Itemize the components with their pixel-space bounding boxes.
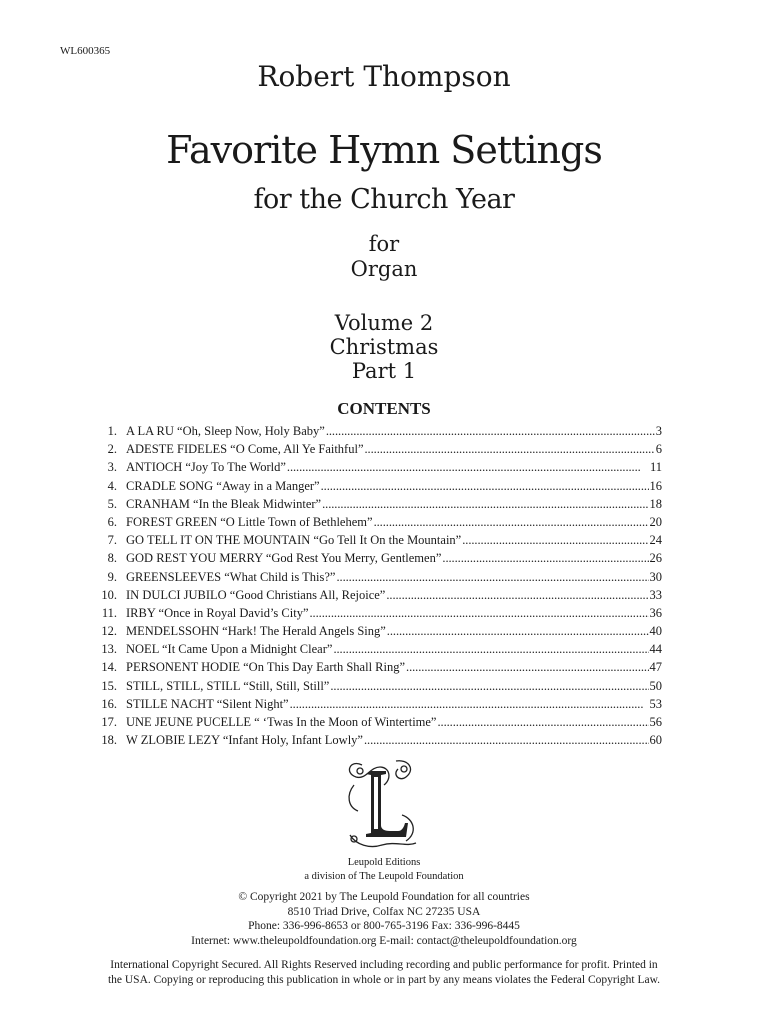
contents-entry-title: PERSONENT HODIE “On This Day Earth Shall Ring” [126,660,406,675]
contents-entry [96,660,662,678]
contents-entry-page: 33 [649,587,662,602]
contents-entry-title: IN DULCI JUBILO “Good Christians All, Rejoice” [126,587,386,602]
composer-name: Robert Thompson [257,60,511,93]
contents-entry-leader [374,515,649,530]
contents-entry [96,497,662,515]
contents-entry-number: 7. [107,533,117,548]
contents-entry-page: 30 [649,569,662,584]
contents-entry-page: 47 [649,660,662,675]
contents-entry [96,606,662,624]
publisher-internet: Internet: www.theleupoldfoundation.org E-mail: contact@theleupoldfoundation.org [191,934,577,947]
publisher-division: a division of The Leupold Foundation [304,871,464,882]
contents-entry [96,588,662,606]
contents-entry-title: CRADLE SONG “Away in a Manger” [126,478,320,493]
contents-entry-page: 6 [655,442,662,457]
contents-entry-page: 40 [649,624,662,639]
contents-entry-page: 53 [649,696,662,711]
contents-entry-number: 18. [101,733,117,748]
contents-entry [96,570,662,588]
contents-entry-number: 2. [107,442,117,457]
contents-entry-number: 10. [101,587,117,602]
legal-line-2: the USA. Copying or reproducing this publication in whole or in part by any means violates the Federal Copyright Law. [107,974,661,986]
publisher-address: 8510 Triad Drive, Colfax NC 27235 USA [287,905,481,918]
contents-entry [96,460,662,478]
contents-entry-number: 3. [107,460,117,475]
contents-entry-title: STILL, STILL, STILL “Still, Still, Still” [126,678,330,693]
contents-entry-number: 5. [107,496,117,511]
contents-entry [96,679,662,697]
contents-entry-title: NOEL “It Came Upon a Midnight Clear” [126,642,333,657]
copyright-line: © Copyright 2021 by The Leupold Foundation for all countries [238,891,530,903]
contents-entry [96,697,662,715]
contents-entry [96,479,662,497]
contents-entry-number: 14. [101,660,117,675]
contents-entry-title: IRBY “Once in Royal David’s City” [126,605,309,620]
contents-entry-title: GOD REST YOU MERRY “God Rest You Merry, Gentlemen” [126,551,442,566]
contents-entry-number: 12. [101,624,117,639]
leupold-logo [340,755,424,853]
contents-entry-title: UNE JEUNE PUCELLE “ ‘Twas In the Moon of Wintertime” [126,715,437,729]
contents-entry-number: 11. [101,605,117,620]
contents-entry-number: 16. [101,696,117,711]
contents-entry-leader [330,679,648,694]
contents-entry-title: MENDELSSOHN “Hark! The Herald Angels Sing” [126,624,386,639]
contents-entry [96,551,662,569]
volume-label: Volume 2 [334,311,434,335]
contents-entry-leader [386,588,648,603]
contents-entry-leader [333,642,648,657]
contents-entry-leader [287,460,649,475]
contents-entry-page: 18 [649,496,662,511]
contents-entry-number: 6. [107,514,117,529]
contents-entry-page: 24 [649,533,662,548]
publisher-name: Leupold Editions [347,857,421,868]
season-label: Christmas [329,335,439,359]
contents-entry-leader [365,442,655,457]
contents-entry-page: 20 [649,514,662,529]
contents-entry-leader [437,715,648,730]
contents-entry-number: 13. [101,642,117,657]
contents-entry [96,642,662,660]
contents-entry-page: 16 [649,478,662,493]
contents-entry [96,533,662,551]
legal-line-1: International Copyright Secured. All Rights Reserved including recording and public performance for profit. Printed in [110,959,658,971]
contents-entry-title: A LA RU “Oh, Sleep Now, Holy Baby” [126,424,325,438]
contents-entry-leader [290,697,649,712]
contents-entry-page: 11 [649,460,662,475]
publisher-phone: Phone: 336-996-8653 or 800-765-3196 Fax: 336-996-8445 [248,920,520,932]
contents-entry-leader [321,479,649,494]
contents-entry-page: 26 [649,551,662,566]
part-label: Part 1 [351,359,417,383]
contents-entry-page: 56 [649,715,662,729]
contents-entry [96,442,662,460]
contents-entry-title: ADESTE FIDELES “O Come, All Ye Faithful” [126,442,364,457]
contents-entry [96,515,662,533]
catalog-number: WL600365 [60,45,111,57]
contents-entry-title: STILLE NACHT “Silent Night” [126,696,289,711]
for-label: for [368,232,400,256]
contents-entry-title: ANTIOCH “Joy To The World” [126,460,286,475]
contents-entry-title: CRANHAM “In the Bleak Midwinter” [126,496,322,511]
contents-entry-number: 8. [107,551,117,566]
contents-entry-leader [406,660,648,675]
contents-entry-page: 50 [649,678,662,693]
contents-entry-leader [387,624,649,639]
contents-entry [96,715,662,733]
contents-entry-page: 3 [655,424,662,438]
contents-entry [96,424,662,442]
contents-entry-leader [462,533,648,548]
contents-entry-number: 4. [107,478,117,493]
contents-entry-number: 9. [107,569,117,584]
contents-entry-page: 44 [649,642,662,657]
contents-entry-leader [322,497,648,512]
contents-entry-leader [326,424,655,439]
contents-entry-title: FOREST GREEN “O Little Town of Bethlehem” [126,514,373,529]
contents-entry-leader [310,606,649,621]
contents-entry-leader [364,733,649,748]
contents-entry-number: 17. [101,715,117,729]
contents-entry-number: 1. [107,424,117,438]
copyright-block [0,890,768,948]
contents-entry-page: 60 [649,733,662,748]
legal-notice [90,958,678,988]
contents-heading: CONTENTS [337,399,431,418]
logo-letter: L [381,815,383,816]
contents-entry [96,733,662,751]
collection-title: Favorite Hymn Settings [166,128,602,172]
contents-entry-leader [442,551,648,566]
contents-entry-title: W ZLOBIE LEZY “Infant Holy, Infant Lowly” [126,733,363,748]
contents-entry-title: GREENSLEEVES “What Child is This?” [126,569,336,584]
contents-entry-leader [336,570,648,585]
instrument-label: Organ [350,257,418,281]
contents-entry-title: GO TELL IT ON THE MOUNTAIN “Go Tell It On the Mountain” [126,533,462,548]
contents-entry [96,624,662,642]
contents-entry-number: 15. [101,678,117,693]
contents-entry-page: 36 [649,605,662,620]
collection-subtitle: for the Church Year [253,184,515,215]
publisher-block [0,856,768,884]
contents-list [96,424,662,751]
